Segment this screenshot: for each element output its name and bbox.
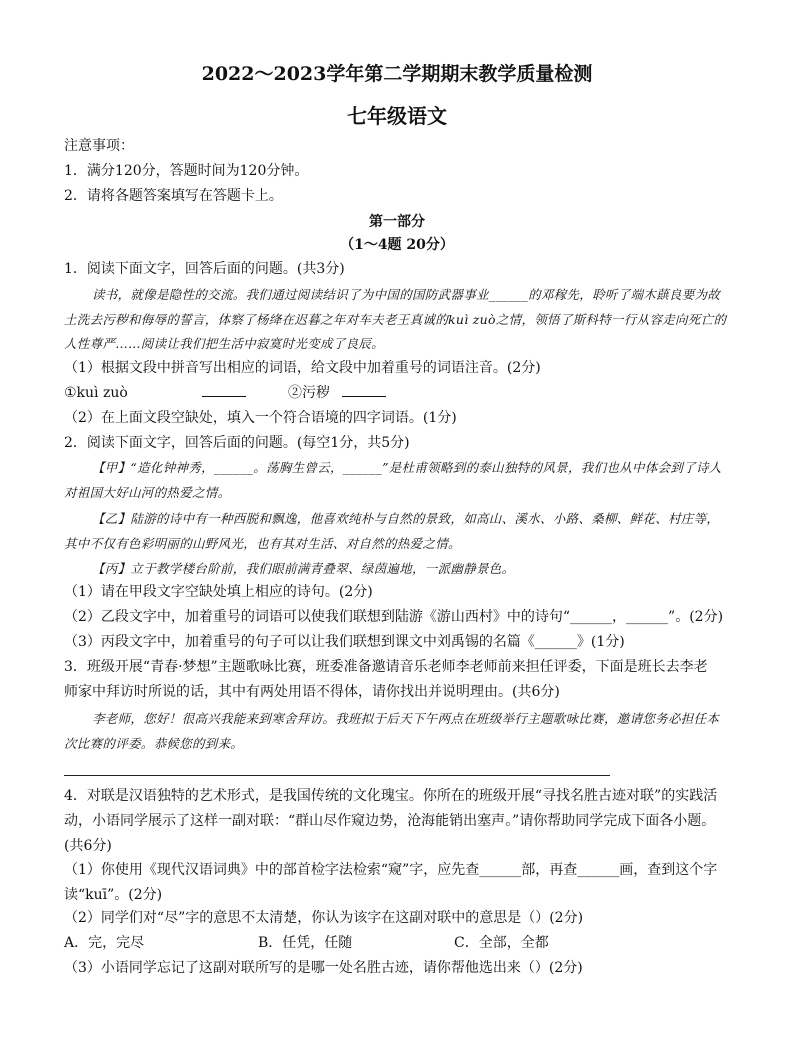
q1-sub1-a-blank[interactable] [202,383,246,403]
exam-subtitle: 七年级语文 [347,104,447,128]
note-item-1: 1．满分120分，答题时间为120分钟。 [64,163,309,179]
q4-option-b[interactable]: B．任凭，任随 [258,935,353,951]
q3-stem-line2: 师家中拜访时所说的话，其中有两处用语不得体，请你找出并说明理由。(共6分) [64,684,560,700]
q2-sub2: （2）乙段文字中，加着重号的词语可以使我们联想到陆游《游山西村》中的诗句“______，______”。(2分) [64,609,724,625]
exam-title: 2022～2023学年第二学期期末教学质量检测 [201,63,593,85]
q4-stem: 4．对联是汉语独特的艺术形式，是我国传统的文化瑰宝。你所在的班级开展“寻找名胜古迹对联”的实践活动，小语同学展示了这样一副对联：“群山尽作窥边势，沧海能销出塞声。”请你帮助同学完成下面各小题。(共6分) [64,788,718,854]
q4-sub1: （1）你使用《现代汉语词典》中的部首检字法检索“窥”字，应先查______部，再查______画，查到这个字读“kuī”。(2分) [64,862,718,903]
q1-sub1-b-blank[interactable] [342,383,386,403]
q1-passage: 读书，就像是隐性的交流。我们通过阅读结识了为中国的国防武器事业______的邓稼先，聆听了端木蕻良要为故土洗去污秽和侮辱的誓言，体察了杨绛在迟暮之年对车夫老王真诚的kuì zuò之情，领悟了斯科特一行从容走向死亡的人性尊严……阅读让我们把生活中寂寞时光变成了良辰。 [64,287,727,351]
q1-sub2: （2）在上面文段空缺处，填入一个符合语境的四字词语。(1分) [64,410,457,426]
q3-passage: 李老师，您好！很高兴我能来到寒舍拜访。我班拟于后天下午两点在班级举行主题歌咏比赛，邀请您务必担任本次比赛的评委。恭候您的到来。 [64,711,720,751]
q1-sub1-b [288,383,330,403]
q1-sub1-a [64,383,128,403]
q1-sub1-a-label: ①kuì zuò [64,385,128,401]
q1-sub1: （1）根据文段中拼音写出相应的词语，给文段中加着重号的词语注音。(2分) [64,360,541,376]
q2-sub1: （1）请在甲段文字空缺处填上相应的诗句。(2分) [64,584,373,600]
q2-sub3: （3）丙段文字中，加着重号的句子可以让我们联想到课文中刘禹锡的名篇《______》(1分) [64,634,625,650]
answer-blank[interactable] [202,384,246,397]
q2-passage-bing: 【丙】立于教学楼台阶前，我们眼前满青叠翠、绿茵遍地，一派幽静景色。 [92,561,515,576]
q1-stem: 1．阅读下面文字，回答后面的问题。(共3分) [64,261,345,277]
q3-answer-line[interactable] [64,775,610,776]
part-range: （1～4题 20分） [340,237,454,253]
q2-stem: 2．阅读下面文字，回答后面的问题。(每空1分，共5分) [64,435,410,451]
notes-heading: 注意事项： [64,138,134,154]
q2-passage-jia: 【甲】“造化钟神秀，______。荡胸生曾云，______”是杜甫领略到的泰山独特的风景，我们也从中体会到了诗人对祖国大好山河的热爱之情。 [64,460,722,500]
part-name: 第一部分 [369,214,425,230]
answer-blank[interactable] [342,384,386,397]
q2-passage-yi: 【乙】陆游的诗中有一种西脱和飘逸，他喜欢纯朴与自然的景致，如高山、溪水、小路、桑柳、鲜花、村庄等，其中不仅有色彩明丽的山野风光，也有其对生活、对自然的热爱之情。 [64,511,720,551]
q1-sub1-b-label: ②污秽 [288,385,330,401]
q4-option-c[interactable]: C．全部，全都 [454,935,549,951]
q4-option-a[interactable]: A．完，完尽 [64,935,145,951]
q3-stem-line1: 3．班级开展“青春·梦想”主题歌咏比赛，班委准备邀请音乐老师李老师前来担任评委，下面是班长去李老 [64,659,708,675]
q4-sub3: （3）小语同学忘记了这副对联所写的是哪一处名胜古迹，请你帮他选出来（）(2分) [64,960,583,976]
q4-sub2: （2）同学们对“尽”字的意思不太清楚，你认为该字在这副对联中的意思是（）(2分) [64,910,584,926]
note-item-2: 2．请将各题答案填写在答题卡上。 [64,188,283,204]
